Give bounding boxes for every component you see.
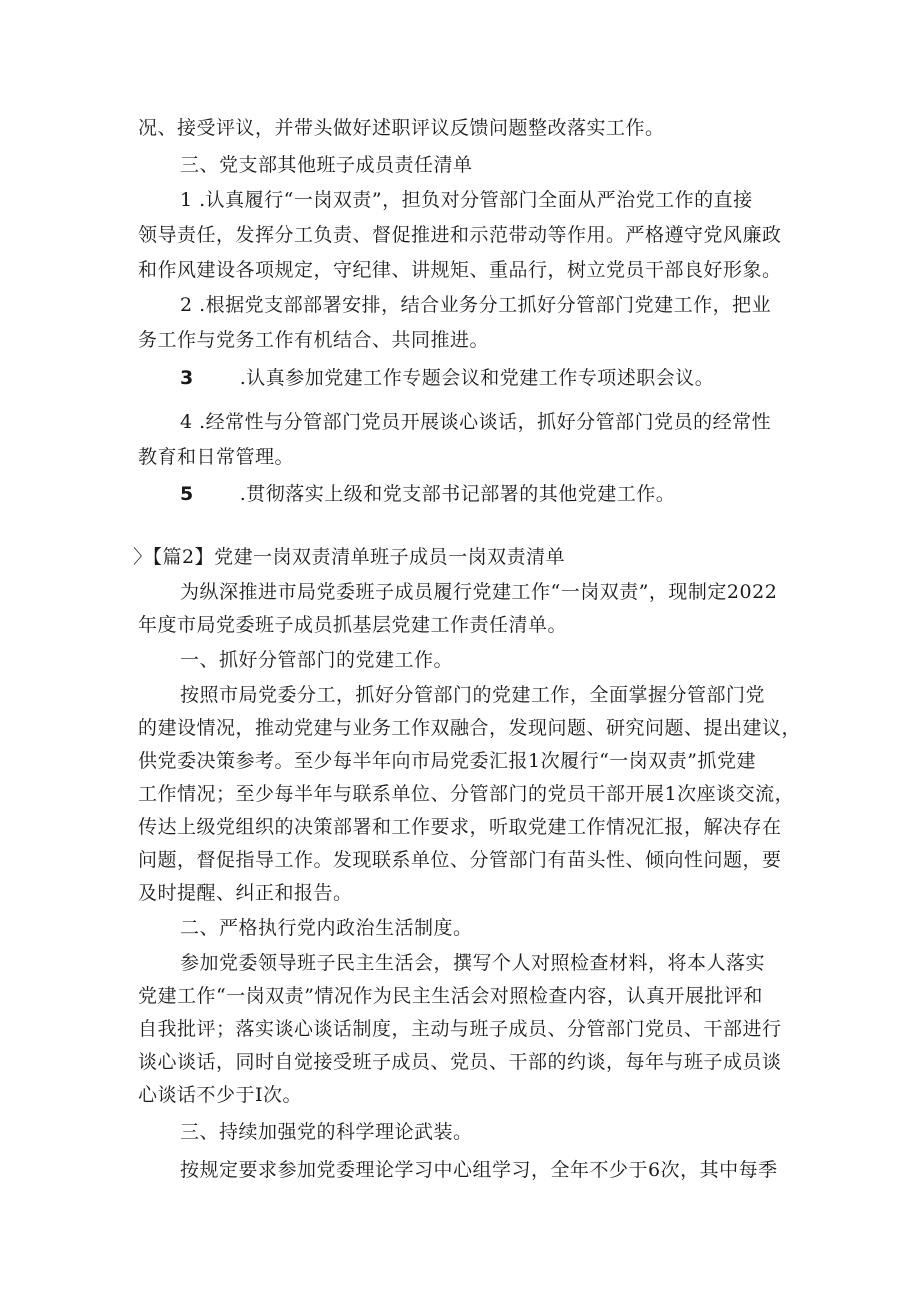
paragraph-line: 心谈话不少于I次。 <box>138 1084 303 1106</box>
paragraph-line: 按规定要求参加党委理论学习中心组学习，全年不少于6次，其中每季 <box>180 1159 778 1181</box>
list-item-1: 1 .认真履行“一岗双责”，担负对分管部门全面从严治党工作的直接 <box>180 189 753 211</box>
section-heading: 二、严格执行党内政治生活制度。 <box>180 917 473 939</box>
paragraph-line: 的建设情况，推动党建与业务工作双融合，发现问题、研究问题、提出建议， <box>138 717 802 739</box>
paragraph-line: 和作风建设各项规定，守纪律、讲规矩、重品行，树立党员干部良好形象。 <box>138 259 782 281</box>
paragraph-line: 况、接受评议，并带头做好述职评议反馈问题整改落实工作。 <box>138 117 665 139</box>
paragraph-line: 及时提醒、纠正和报告。 <box>138 882 353 904</box>
paragraph-line: 年度市局党委班子成员抓基层党建工作责任清单。 <box>138 614 568 636</box>
paragraph-line: 问题，督促指导工作。发现联系单位、分管部门有苗头性、倾向性问题，要 <box>138 849 782 871</box>
list-item-2: 2 .根据党支部部署安排，结合业务分工抓好分管部门党建工作，把业 <box>180 294 772 316</box>
paragraph-line: 供党委决策参考。至少每半年向市局党委汇报1次履行“一岗双责”抓党建 <box>138 750 757 772</box>
section-heading: 一、抓好分管部门的党建工作。 <box>180 649 454 671</box>
paragraph-line: 按照市局党委分工，抓好分管部门的党建工作，全面掌握分管部门党 <box>180 684 766 706</box>
paragraph-line: 工作情况；至少每半年与联系单位、分管部门的党员干部开展1次座谈交流， <box>138 783 795 805</box>
paragraph-line: 参加党委领导班子民主生活会，撰写个人对照检查材料，将本人落实 <box>180 952 766 974</box>
list-item-4: 4 .经常性与分管部门党员开展谈心谈话，抓好分管部门党员的经常性 <box>180 411 772 433</box>
paragraph-line: 自我批评；落实谈心谈话制度，主动与班子成员、分管部门党员、干部进行 <box>138 1018 782 1040</box>
list-item-5 <box>180 482 798 506</box>
list-number: 5 <box>180 483 194 505</box>
paragraph-line: 谈心谈话，同时自觉接受班子成员、党员、干部的约谈，每年与班子成员谈 <box>138 1051 782 1073</box>
list-item-3 <box>180 366 798 390</box>
section-heading: 三、持续加强党的科学理论武装。 <box>180 1121 473 1143</box>
article-heading: 〉【篇2】党建一岗双责清单班子成员一岗双责清单 <box>133 546 566 568</box>
paragraph-line: 务工作与党务工作有机结合、共同推进。 <box>138 329 490 351</box>
paragraph-line: 教育和日常管理。 <box>138 446 295 468</box>
paragraph-line: 领导责任，发挥分工负责、督促推进和示范带动等作用。严格遵守党风廉政 <box>138 224 782 246</box>
paragraph-line: 党建工作“一岗双责”情况作为民主生活会对照检查内容，认真开展批评和 <box>138 985 763 1007</box>
list-text: .认真参加党建工作专题会议和党建工作专项述职会议。 <box>239 367 715 389</box>
list-text: .贯彻落实上级和党支部书记部署的其他党建工作。 <box>239 483 676 505</box>
paragraph-line: 传达上级党组织的决策部署和工作要求，听取党建工作情况汇报，解决存在 <box>138 816 782 838</box>
list-number: 3 <box>180 367 194 389</box>
paragraph-line: 为纵深推进市局党委班子成员履行党建工作“一岗双责”，现制定2022 <box>180 581 778 603</box>
section-heading: 三、党支部其他班子成员责任清单 <box>180 154 473 176</box>
